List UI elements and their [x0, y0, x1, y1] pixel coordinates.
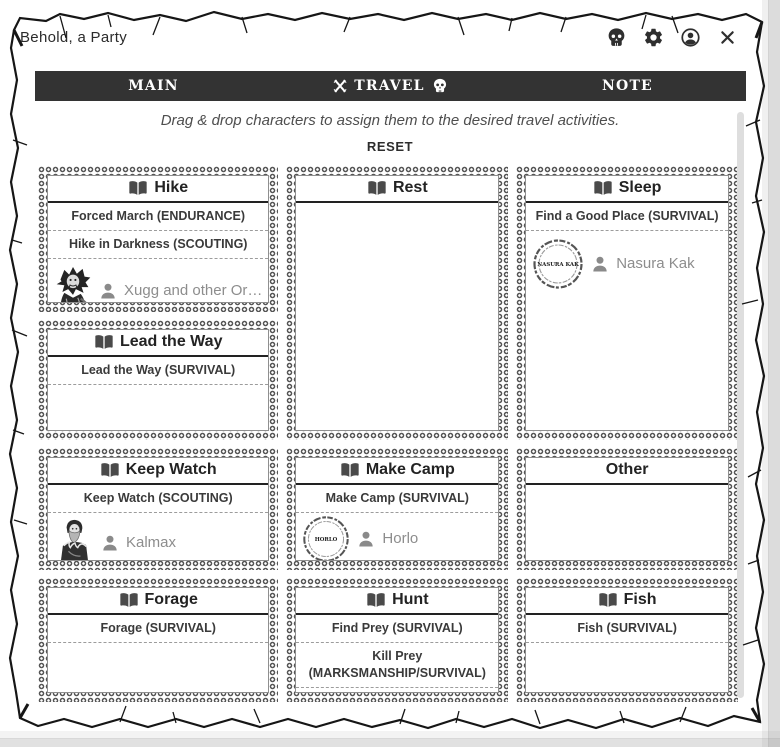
- character-name: Xugg and other Or…: [124, 282, 263, 300]
- open-book-icon: [119, 592, 139, 608]
- open-book-icon: [128, 180, 148, 196]
- travel-activities-grid: [38, 166, 738, 702]
- token-label: Horlo: [315, 536, 338, 543]
- close-icon[interactable]: [716, 26, 738, 48]
- activity-slot[interactable]: Forage (SURVIVAL): [48, 615, 268, 643]
- card-title-label: Make Camp: [365, 461, 455, 478]
- nav-tabbar: [35, 71, 746, 101]
- tab-main-label: MAIN: [128, 78, 179, 94]
- tab-note[interactable]: [509, 71, 746, 101]
- activity-slot[interactable]: Keep Watch (SCOUTING): [48, 485, 268, 513]
- open-book-icon: [598, 592, 618, 608]
- orc-portrait: [54, 266, 92, 303]
- card-title-lead-the-way: [48, 330, 268, 357]
- app-title: Behold, a Party: [20, 28, 128, 46]
- activity-slot[interactable]: Make Camp (SURVIVAL): [296, 485, 498, 513]
- character-chip-nasura-kak[interactable]: [526, 235, 728, 293]
- tab-main[interactable]: [35, 71, 272, 101]
- card-title-label: Sleep: [618, 179, 662, 196]
- activity-slot[interactable]: Forced March (ENDURANCE): [48, 203, 268, 231]
- card-title-label: Rest: [392, 179, 428, 196]
- activity-card-keep-watch[interactable]: [38, 448, 278, 570]
- settings-gear-icon[interactable]: [642, 26, 664, 48]
- instruction-text: Drag & drop characters to assign them to the desired travel activities.: [160, 112, 620, 129]
- character-name: Kalmax: [126, 534, 177, 552]
- character-chip-xugg[interactable]: [48, 263, 268, 303]
- card-title-rest: [296, 176, 498, 203]
- open-book-icon: [593, 180, 613, 196]
- activity-card-sleep[interactable]: [516, 166, 738, 440]
- card-title-sleep: [526, 176, 728, 203]
- card-title-label: Other: [605, 461, 649, 478]
- open-book-icon: [100, 462, 120, 478]
- open-book-icon: [367, 180, 387, 196]
- titlebar-icons: [605, 26, 738, 48]
- token-label: Nasura Kak: [537, 261, 579, 268]
- activity-slot[interactable]: Hike in Darkness (SCOUTING): [48, 231, 268, 259]
- activity-card-other[interactable]: [516, 448, 738, 570]
- titlebar: [20, 26, 738, 48]
- skull-icon: [432, 78, 448, 94]
- character-name: Horlo: [382, 530, 419, 548]
- activity-slot[interactable]: Kill Prey (MARKSMANSHIP/SURVIVAL): [296, 643, 498, 688]
- card-title-label: Hunt: [392, 591, 429, 608]
- activity-card-fish[interactable]: [516, 578, 738, 702]
- open-book-icon: [340, 462, 360, 478]
- person-icon: [98, 281, 118, 301]
- card-title-hike: [48, 176, 268, 203]
- card-title-label: Lead the Way: [119, 333, 223, 350]
- activity-slot[interactable]: Find Prey (SURVIVAL): [296, 615, 498, 643]
- card-title-label: Fish: [623, 591, 657, 608]
- card-title-keep-watch: [48, 458, 268, 485]
- card-title-fish: [526, 588, 728, 615]
- person-icon: [100, 533, 120, 553]
- activity-slot[interactable]: Find a Good Place (SURVIVAL): [526, 203, 728, 231]
- skull-icon[interactable]: [605, 26, 627, 48]
- vertical-scrollbar[interactable]: [737, 112, 744, 698]
- grid-column-1: [38, 166, 278, 440]
- open-book-icon: [366, 592, 386, 608]
- activity-card-lead-the-way[interactable]: [38, 320, 278, 440]
- activity-card-make-camp[interactable]: [286, 448, 508, 570]
- card-title-make-camp: [296, 458, 498, 485]
- activity-card-hunt[interactable]: [286, 578, 508, 702]
- crossed-swords-icon: [333, 79, 347, 93]
- activity-card-rest[interactable]: [286, 166, 508, 440]
- person-icon: [356, 529, 376, 549]
- ring-token: [532, 238, 584, 290]
- activity-card-hike[interactable]: [38, 166, 278, 312]
- card-title-other: [526, 458, 728, 485]
- ring-token: [302, 515, 350, 561]
- tab-note-label: NOTE: [602, 78, 653, 94]
- character-name: Nasura Kak: [616, 255, 695, 273]
- card-title-forage: [48, 588, 268, 615]
- person-icon: [590, 254, 610, 274]
- account-icon[interactable]: [679, 26, 701, 48]
- card-title-hunt: [296, 588, 498, 615]
- tab-travel[interactable]: [272, 71, 509, 101]
- card-title-label: Hike: [154, 179, 189, 196]
- activity-slot[interactable]: Lead the Way (SURVIVAL): [48, 357, 268, 385]
- reset-button[interactable]: RESET: [0, 138, 780, 155]
- activity-slot[interactable]: Fish (SURVIVAL): [526, 615, 728, 643]
- card-title-label: Forage: [144, 591, 198, 608]
- robed-portrait: [54, 518, 94, 561]
- card-title-label: Keep Watch: [125, 461, 217, 478]
- character-chip-horlo[interactable]: [296, 514, 498, 561]
- open-book-icon: [94, 334, 114, 350]
- tab-travel-label: TRAVEL: [354, 78, 425, 94]
- activity-card-forage[interactable]: [38, 578, 278, 702]
- character-chip-kalmax[interactable]: [48, 515, 268, 561]
